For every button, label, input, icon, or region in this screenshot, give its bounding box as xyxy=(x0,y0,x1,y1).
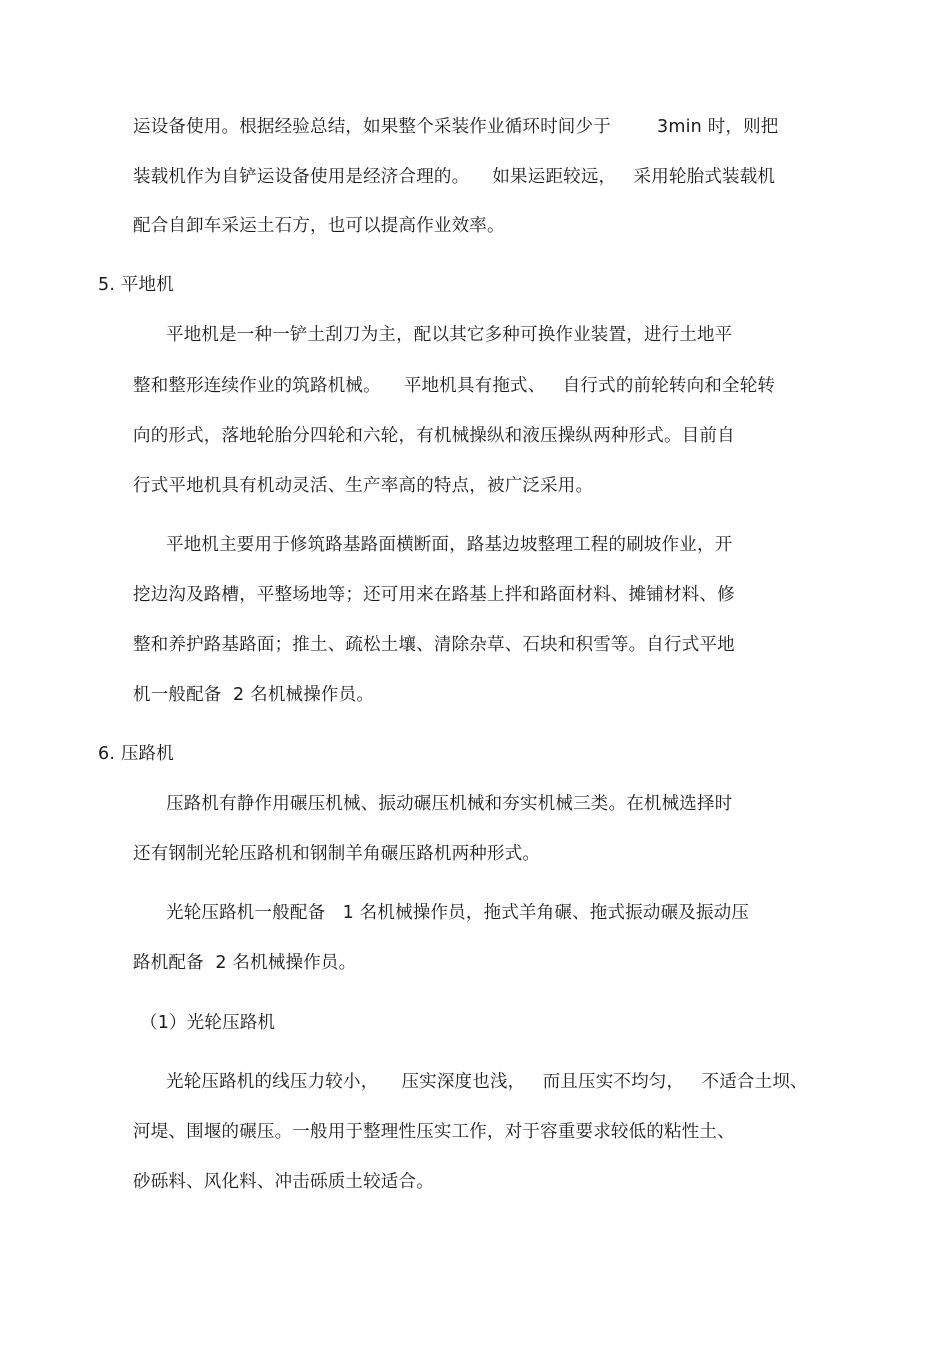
text-line: 光轮压路机的线压力较小， 压实深度也浅， 而且压实不均匀， 不适合土坝、 xyxy=(166,1072,808,1092)
subsection-heading: （1）光轮压路机 xyxy=(140,1013,276,1033)
text-line: 路机配备 2 名机械操作员。 xyxy=(133,953,357,973)
section-heading: 5. 平地机 xyxy=(98,275,174,295)
text-line: 向的形式，落地轮胎分四轮和六轮，有机械操纵和液压操纵两种形式。目前自 xyxy=(133,426,735,446)
text-line: 砂砾料、风化料、冲击砾质土较适合。 xyxy=(133,1172,434,1192)
text-line: 装载机作为自铲运设备使用是经济合理的。 如果运距较远， 采用轮胎式装载机 xyxy=(133,167,776,187)
text-line: 还有钢制光轮压路机和钢制羊角碾压路机两种形式。 xyxy=(133,844,541,864)
text-line: 挖边沟及路槽，平整场地等；还可用来在路基上拌和路面材料、摊铺材料、修 xyxy=(133,585,735,605)
text-line: 整和整形连续作业的筑路机械。 平地机具有拖式、 自行式的前轮转向和全轮转 xyxy=(133,376,776,396)
text-line: 行式平地机具有机动灵活、生产率高的特点，被广泛采用。 xyxy=(133,476,594,496)
text-line: 运设备使用。根据经验总结，如果整个采装作业循环时间少于 3min 时，则把 xyxy=(133,117,779,137)
text-line: 压路机有静作用碾压机械、振动碾压机械和夯实机械三类。在机械选择时 xyxy=(166,794,733,814)
text-line: 平地机是一种一铲土刮刀为主，配以其它多种可换作业装置，进行土地平 xyxy=(166,325,733,345)
section-heading: 6. 压路机 xyxy=(98,744,174,764)
text-line: 光轮压路机一般配备 1 名机械操作员，拖式羊角碾、拖式振动碾及振动压 xyxy=(166,903,750,923)
text-line: 平地机主要用于修筑路基路面横断面，路基边坡整理工程的刷坡作业，开 xyxy=(166,535,733,555)
text-line: 机一般配备 2 名机械操作员。 xyxy=(133,685,375,705)
text-line: 配合自卸车采运土石方，也可以提高作业效率。 xyxy=(133,216,505,236)
text-line: 河堤、围堰的碾压。一般用于整理性压实工作，对于容重要求较低的粘性土、 xyxy=(133,1122,735,1142)
text-line: 整和养护路基路面；推土、疏松土壤、清除杂草、石块和积雪等。自行式平地 xyxy=(133,635,735,655)
